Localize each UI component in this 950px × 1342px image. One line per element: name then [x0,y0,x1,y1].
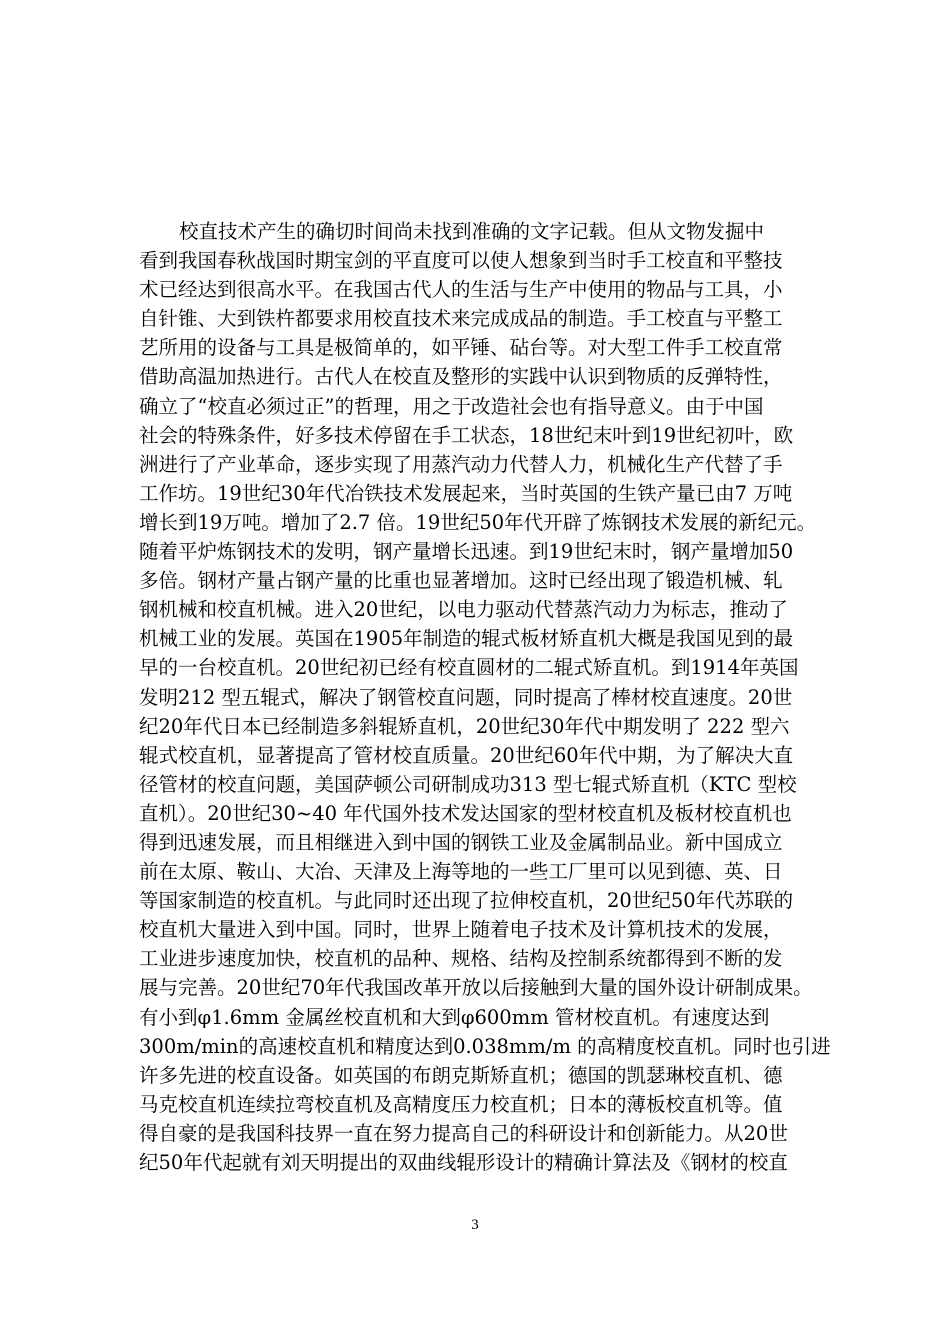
paragraph-line: 钢机械和校直机械。进入20世纪，以电力驱动代替蒸汽动力为标志，推动了 [139,598,788,622]
paragraph-line: 许多先进的校直设备。如英国的布朗克斯矫直机；德国的凯瑟琳校直机、德 [139,1063,783,1087]
paragraph-line: 辊式校直机，显著提高了管材校直质量。20世纪60年代中期，为了解决大直 [139,743,794,767]
paragraph-line: 工作坊。19世纪30年代冶铁技术发展起来，当时英国的生铁产量已由7 万吨 [139,481,793,505]
paragraph-line: 随着平炉炼钢技术的发明，钢产量增长迅速。到19世纪末时，钢产量增加50 [139,540,794,564]
paragraph-line: 艺所用的设备与工具是极简单的，如平锤、砧台等。对大型工件手工校直常 [139,336,783,360]
paragraph-line: 纪50年代起就有刘天明提出的双曲线辊形设计的精确计算法及《钢材的校直 [139,1151,788,1174]
paragraph-line: 前在太原、鞍山、大冶、天津及上海等地的一些工厂里可以见到德、英、日 [139,860,783,884]
paragraph-line: 发明212 型五辊式，解决了钢管校直问题，同时提高了棒材校直速度。20世 [139,685,793,709]
paragraph-line: 校直机大量进入到中国。同时，世界上随着电子技术及计算机技术的发展， [139,918,783,942]
body-paragraph [139,217,879,1177]
paragraph-line: 早的一台校直机。20世纪初已经有校直圆材的二辊式矫直机。到1914年英国 [139,656,799,680]
paragraph-line: 马克校直机连续拉弯校直机及高精度压力校直机；日本的薄板校直机等。值 [139,1092,783,1116]
paragraph-line: 直机）。20世纪30~40 年代国外技术发达国家的型材校直机及板材校直机也 [139,801,792,825]
paragraph-line: 径管材的校直问题，美国萨顿公司研制成功313 型七辊式矫直机（KTC 型校 [139,772,797,796]
paragraph-line: 展与完善。20世纪70年代我国改革开放以后接触到大量的国外设计研制成果。 [139,976,813,1000]
paragraph-line: 机械工业的发展。英国在1905年制造的辊式板材矫直机大概是我国见到的最 [139,627,794,651]
paragraph-line: 300m/min的高速校直机和精度达到0.038mm/m 的高精度校直机。同时也引进 [139,1034,831,1058]
paragraph-line: 等国家制造的校直机。与此同时还出现了拉伸校直机，20世纪50年代苏联的 [139,889,794,913]
paragraph-line: 多倍。钢材产量占钢产量的比重也显著增加。这时已经出现了锻造机械、轧 [139,569,783,593]
paragraph-line: 看到我国春秋战国时期宝剑的平直度可以使人想象到当时手工校直和平整技 [139,249,783,273]
paragraph-line: 有小到φ1.6mm 金属丝校直机和大到φ600mm 管材校直机。有速度达到 [139,1005,770,1029]
paragraph-line: 自针锥、大到铁杵都要求用校直技术来完成成品的制造。手工校直与平整工 [139,307,783,331]
paragraph-line: 洲进行了产业革命，逐步实现了用蒸汽动力代替人力，机械化生产代替了手 [139,452,783,476]
paragraph-line: 工业进步速度加快，校直机的品种、规格、结构及控制系统都得到不断的发 [139,947,783,971]
paragraph-line: 借助高温加热进行。古代人在校直及整形的实践中认识到物质的反弹特性， [139,365,783,389]
paragraph-line: 校直技术产生的确切时间尚未找到准确的文字记载。但从文物发掘中 [179,220,765,243]
paragraph-line: 得到迅速发展，而且相继进入到中国的钢铁工业及金属制品业。新中国成立 [139,830,783,854]
paragraph-line: 得自豪的是我国科技界一直在努力提高自己的科研设计和创新能力。从20世 [139,1121,788,1145]
paragraph-line: 确立了“校直必须过正”的哲理，用之于改造社会也有指导意义。由于中国 [139,394,764,418]
paragraph-line: 增长到19万吨。增加了2.7 倍。19世纪50年代开辟了炼钢技术发展的新纪元。 [139,510,817,534]
paragraph-line: 纪20年代日本已经制造多斜辊矫直机，20世纪30年代中期发明了 222 型六 [139,714,790,738]
paragraph-line: 术已经达到很高水平。在我国古代人的生活与生产中使用的物品与工具，小 [139,278,783,302]
page-number: 3 [471,1217,479,1233]
paragraph-line: 社会的特殊条件，好多技术停留在手工状态，18世纪末叶到19世纪初叶，欧 [139,423,794,447]
